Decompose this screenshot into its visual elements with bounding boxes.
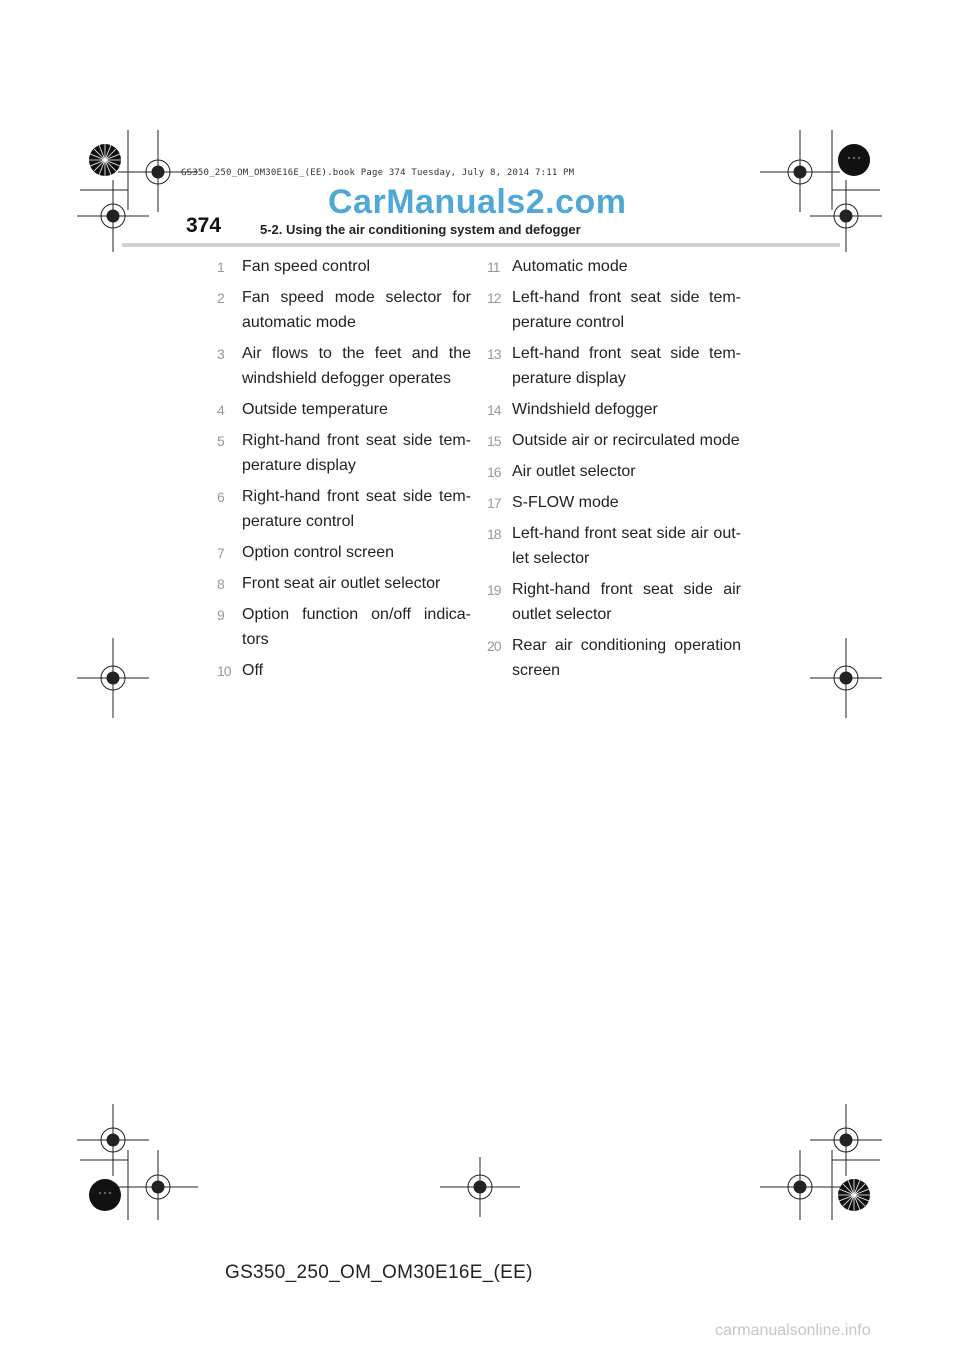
- legend-number: 8: [217, 576, 224, 592]
- starburst-target-icon: [838, 1179, 870, 1211]
- legend-text: Left-hand front seat side tem-perature display: [512, 345, 741, 387]
- legend-item: [487, 428, 741, 453]
- legend-item: [217, 428, 471, 478]
- legend-number: 20: [487, 638, 501, 654]
- legend-item: [487, 521, 741, 571]
- legend-text: Off: [242, 662, 264, 679]
- legend-text: Rear air conditioning operation screen: [512, 637, 741, 679]
- crosshair-icon: [760, 132, 840, 212]
- legend-text: Air outlet selector: [512, 463, 636, 480]
- legend-item: [487, 633, 741, 683]
- legend-item: [487, 397, 741, 422]
- legend-number: 10: [217, 663, 231, 679]
- legend-item: [217, 658, 471, 683]
- manual-id-footer: GS350_250_OM_OM30E16E_(EE): [225, 1262, 533, 1283]
- legend-text: Left-hand front seat side air out-let selector: [512, 525, 741, 567]
- legend-text: Automatic mode: [512, 258, 628, 275]
- legend-number: 17: [487, 495, 501, 511]
- crosshair-icon: [440, 1157, 520, 1217]
- legend-item: [217, 484, 471, 534]
- legend-text: Outside temperature: [242, 401, 388, 418]
- crosshair-icon: [118, 1157, 198, 1217]
- crosshair-icon: [77, 1104, 149, 1176]
- legend-text: S-FLOW mode: [512, 494, 619, 511]
- legend-number: 12: [487, 290, 501, 306]
- crosshair-icon: [810, 638, 882, 718]
- legend-number: 6: [217, 489, 224, 505]
- legend-text: Right-hand front seat side air outlet selector: [512, 581, 741, 623]
- legend-item: [487, 577, 741, 627]
- legend-item: [217, 285, 471, 335]
- legend-item: [487, 254, 741, 279]
- legend-item: [217, 254, 471, 279]
- legend-number: 2: [217, 290, 224, 306]
- crosshair-icon: [810, 1104, 882, 1176]
- legend-list-right: [487, 254, 741, 689]
- legend-text: Left-hand front seat side tem-perature control: [512, 289, 741, 331]
- crosshair-icon: [77, 180, 149, 252]
- legend-item: [217, 602, 471, 652]
- legend-text: Air flows to the feet and the windshield defogger operates: [242, 345, 471, 387]
- legend-number: 16: [487, 464, 501, 480]
- legend-text: Windshield defogger: [512, 401, 658, 418]
- legend-text: Fan speed mode selector for automatic mode: [242, 289, 471, 331]
- legend-item: [217, 341, 471, 391]
- legend-number: 7: [217, 545, 224, 561]
- section-title: 5-2. Using the air conditioning system and defogger: [260, 222, 581, 237]
- legend-number: 14: [487, 402, 501, 418]
- crosshair-icon: [810, 180, 882, 252]
- legend-text: Right-hand front seat side tem-perature control: [242, 488, 471, 530]
- legend-text: Fan speed control: [242, 258, 371, 275]
- legend-text: Outside air or recirculated mode: [512, 432, 740, 449]
- legend-number: 4: [217, 402, 224, 418]
- dot-target-icon: [89, 1179, 121, 1211]
- legend-text: Option function on/off indica-tors: [242, 606, 471, 648]
- site-watermark[interactable]: carmanualsonline.info: [715, 1322, 871, 1339]
- legend-text: Front seat air outlet selector: [242, 575, 441, 592]
- print-header: GS350_250_OM_OM30E16E_(EE).book Page 374 Tuesday, July 8, 2014 7:11 PM: [181, 168, 575, 178]
- legend-number: 9: [217, 607, 224, 623]
- watermark-logo: CarManuals2.com: [328, 183, 627, 221]
- legend-item: [487, 341, 741, 391]
- legend-text: Option control screen: [242, 544, 395, 561]
- legend-number: 13: [487, 346, 501, 362]
- page-number: 374: [186, 214, 222, 237]
- legend-item: [217, 571, 471, 596]
- legend-number: 3: [217, 346, 224, 362]
- legend-number: 11: [487, 259, 500, 275]
- legend-number: 15: [487, 433, 501, 449]
- legend-number: 1: [217, 259, 224, 275]
- legend-list-left: [217, 254, 471, 689]
- starburst-target-icon: [89, 144, 121, 176]
- legend-item: [217, 540, 471, 565]
- legend-item: [487, 459, 741, 484]
- legend-item: [487, 490, 741, 515]
- legend-item: [487, 285, 741, 335]
- dot-target-icon: [838, 144, 870, 176]
- header-divider: [122, 243, 840, 247]
- legend-number: 18: [487, 526, 501, 542]
- legend-number: 5: [217, 433, 224, 449]
- legend-item: [217, 397, 471, 422]
- crosshair-icon: [760, 1157, 840, 1217]
- legend-text: Right-hand front seat side tem-perature display: [242, 432, 471, 474]
- legend-number: 19: [487, 582, 501, 598]
- crosshair-icon: [77, 638, 149, 718]
